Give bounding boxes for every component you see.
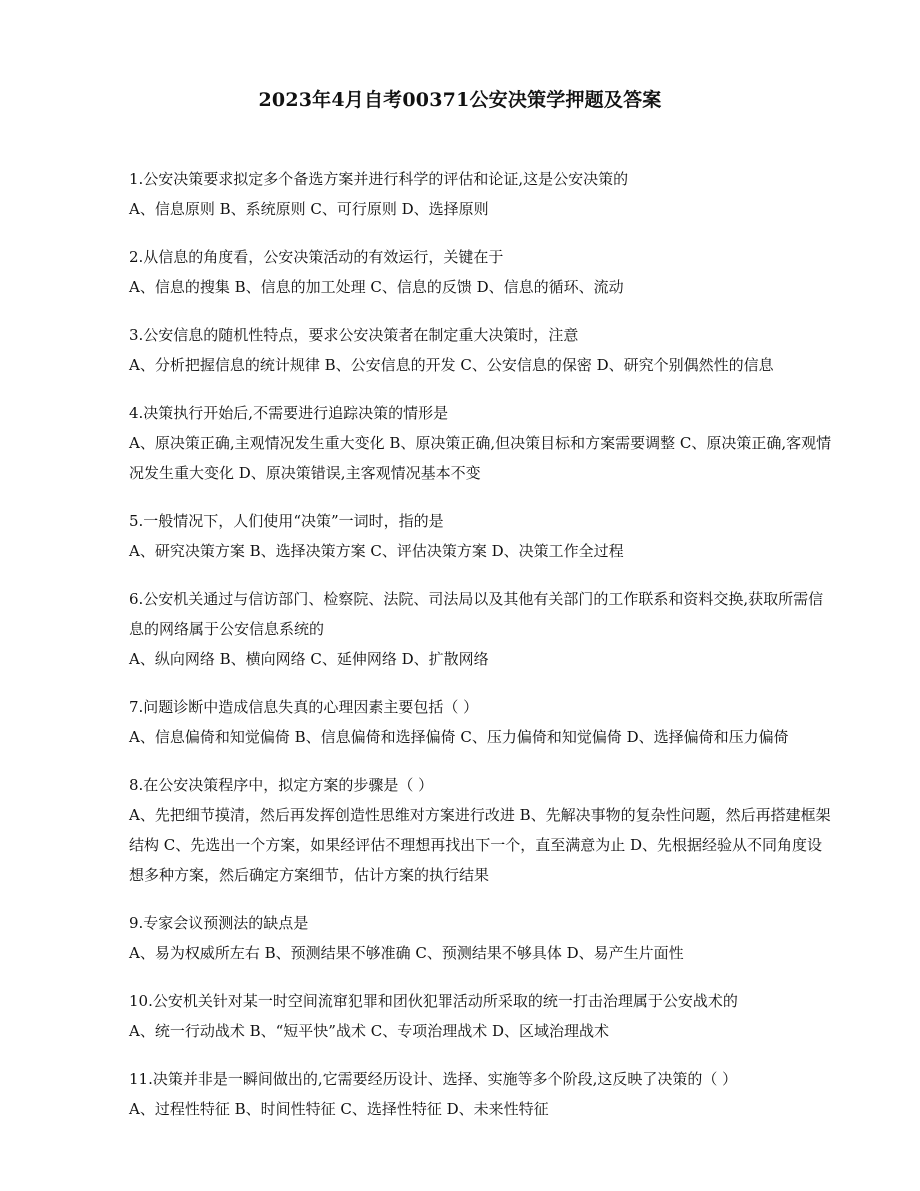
question-item	[129, 692, 837, 752]
question-options: A、研究决策方案 B、选择决策方案 C、评估决策方案 D、决策工作全过程	[129, 542, 624, 560]
question-item	[129, 770, 837, 890]
question-item	[129, 986, 837, 1046]
question-options: A、易为权威所左右 B、预测结果不够准确 C、预测结果不够具体 D、易产生片面性	[129, 944, 684, 962]
question-item	[129, 584, 837, 674]
question-options: A、过程性特征 B、时间性特征 C、选择性特征 D、未来性特征	[129, 1100, 549, 1118]
question-options: A、统一行动战术 B、“短平快”战术 C、专项治理战术 D、区域治理战术	[129, 1022, 610, 1040]
question-stem: 10.公安机关针对某一时空间流窜犯罪和团伙犯罪活动所采取的统一打击治理属于公安战术的	[129, 992, 738, 1010]
question-stem: 2.从信息的角度看，公安决策活动的有效运行，关键在于	[129, 248, 504, 266]
question-item	[129, 320, 837, 380]
question-item	[129, 164, 837, 224]
question-stem: 7.问题诊断中造成信息失真的心理因素主要包括（ ）	[129, 698, 479, 716]
question-stem: 6.公安机关通过与信访部门、检察院、法院、司法局以及其他有关部门的工作联系和资料交换,获取所需信息的网络属于公安信息系统的	[129, 590, 824, 638]
question-options: A、纵向网络 B、横向网络 C、延伸网络 D、扩散网络	[129, 650, 489, 668]
question-stem: 3.公安信息的随机性特点，要求公安决策者在制定重大决策时，注意	[129, 326, 579, 344]
question-stem: 5.一般情况下，人们使用“决策”一词时，指的是	[129, 512, 444, 530]
question-options: A、原决策正确,主观情况发生重大变化 B、原决策正确,但决策目标和方案需要调整 C、原决策正确,客观情况发生重大变化 D、原决策错误,主客观情况基本不变	[129, 434, 832, 482]
question-stem: 9.专家会议预测法的缺点是	[129, 914, 309, 932]
question-stem: 11.决策并非是一瞬间做出的,它需要经历设计、选择、实施等多个阶段,这反映了决策的（ ）	[129, 1070, 738, 1088]
question-options: A、分析把握信息的统计规律 B、公安信息的开发 C、公安信息的保密 D、研究个别偶然性的信息	[129, 356, 774, 374]
question-stem: 4.决策执行开始后,不需要进行追踪决策的情形是	[129, 404, 449, 422]
question-item	[129, 242, 837, 302]
question-options: A、信息原则 B、系统原则 C、可行原则 D、选择原则	[129, 200, 489, 218]
question-stem: 1.公安决策要求拟定多个备选方案并进行科学的评估和论证,这是公安决策的	[129, 170, 629, 188]
question-list	[129, 164, 837, 1142]
question-item	[129, 398, 837, 488]
question-stem: 8.在公安决策程序中，拟定方案的步骤是（ ）	[129, 776, 434, 794]
question-item	[129, 908, 837, 968]
question-options: A、信息偏倚和知觉偏倚 B、信息偏倚和选择偏倚 C、压力偏倚和知觉偏倚 D、选择偏倚和压力偏倚	[129, 728, 789, 746]
question-options: A、先把细节摸清，然后再发挥创造性思维对方案进行改进 B、先解决事物的复杂性问题，然后再搭建框架结构 C、先选出一个方案，如果经评估不理想再找出下一个，直至满意为止 D、先根据经验从不同角度设想多种方案，然后确定方案细节，估计方案的执行结果	[129, 806, 831, 884]
question-item	[129, 506, 837, 566]
question-options: A、信息的搜集 B、信息的加工处理 C、信息的反馈 D、信息的循环、流动	[129, 278, 624, 296]
question-item	[129, 1064, 837, 1124]
document-title: 2023年4月自考00371公安决策学押题及答案	[258, 89, 662, 111]
